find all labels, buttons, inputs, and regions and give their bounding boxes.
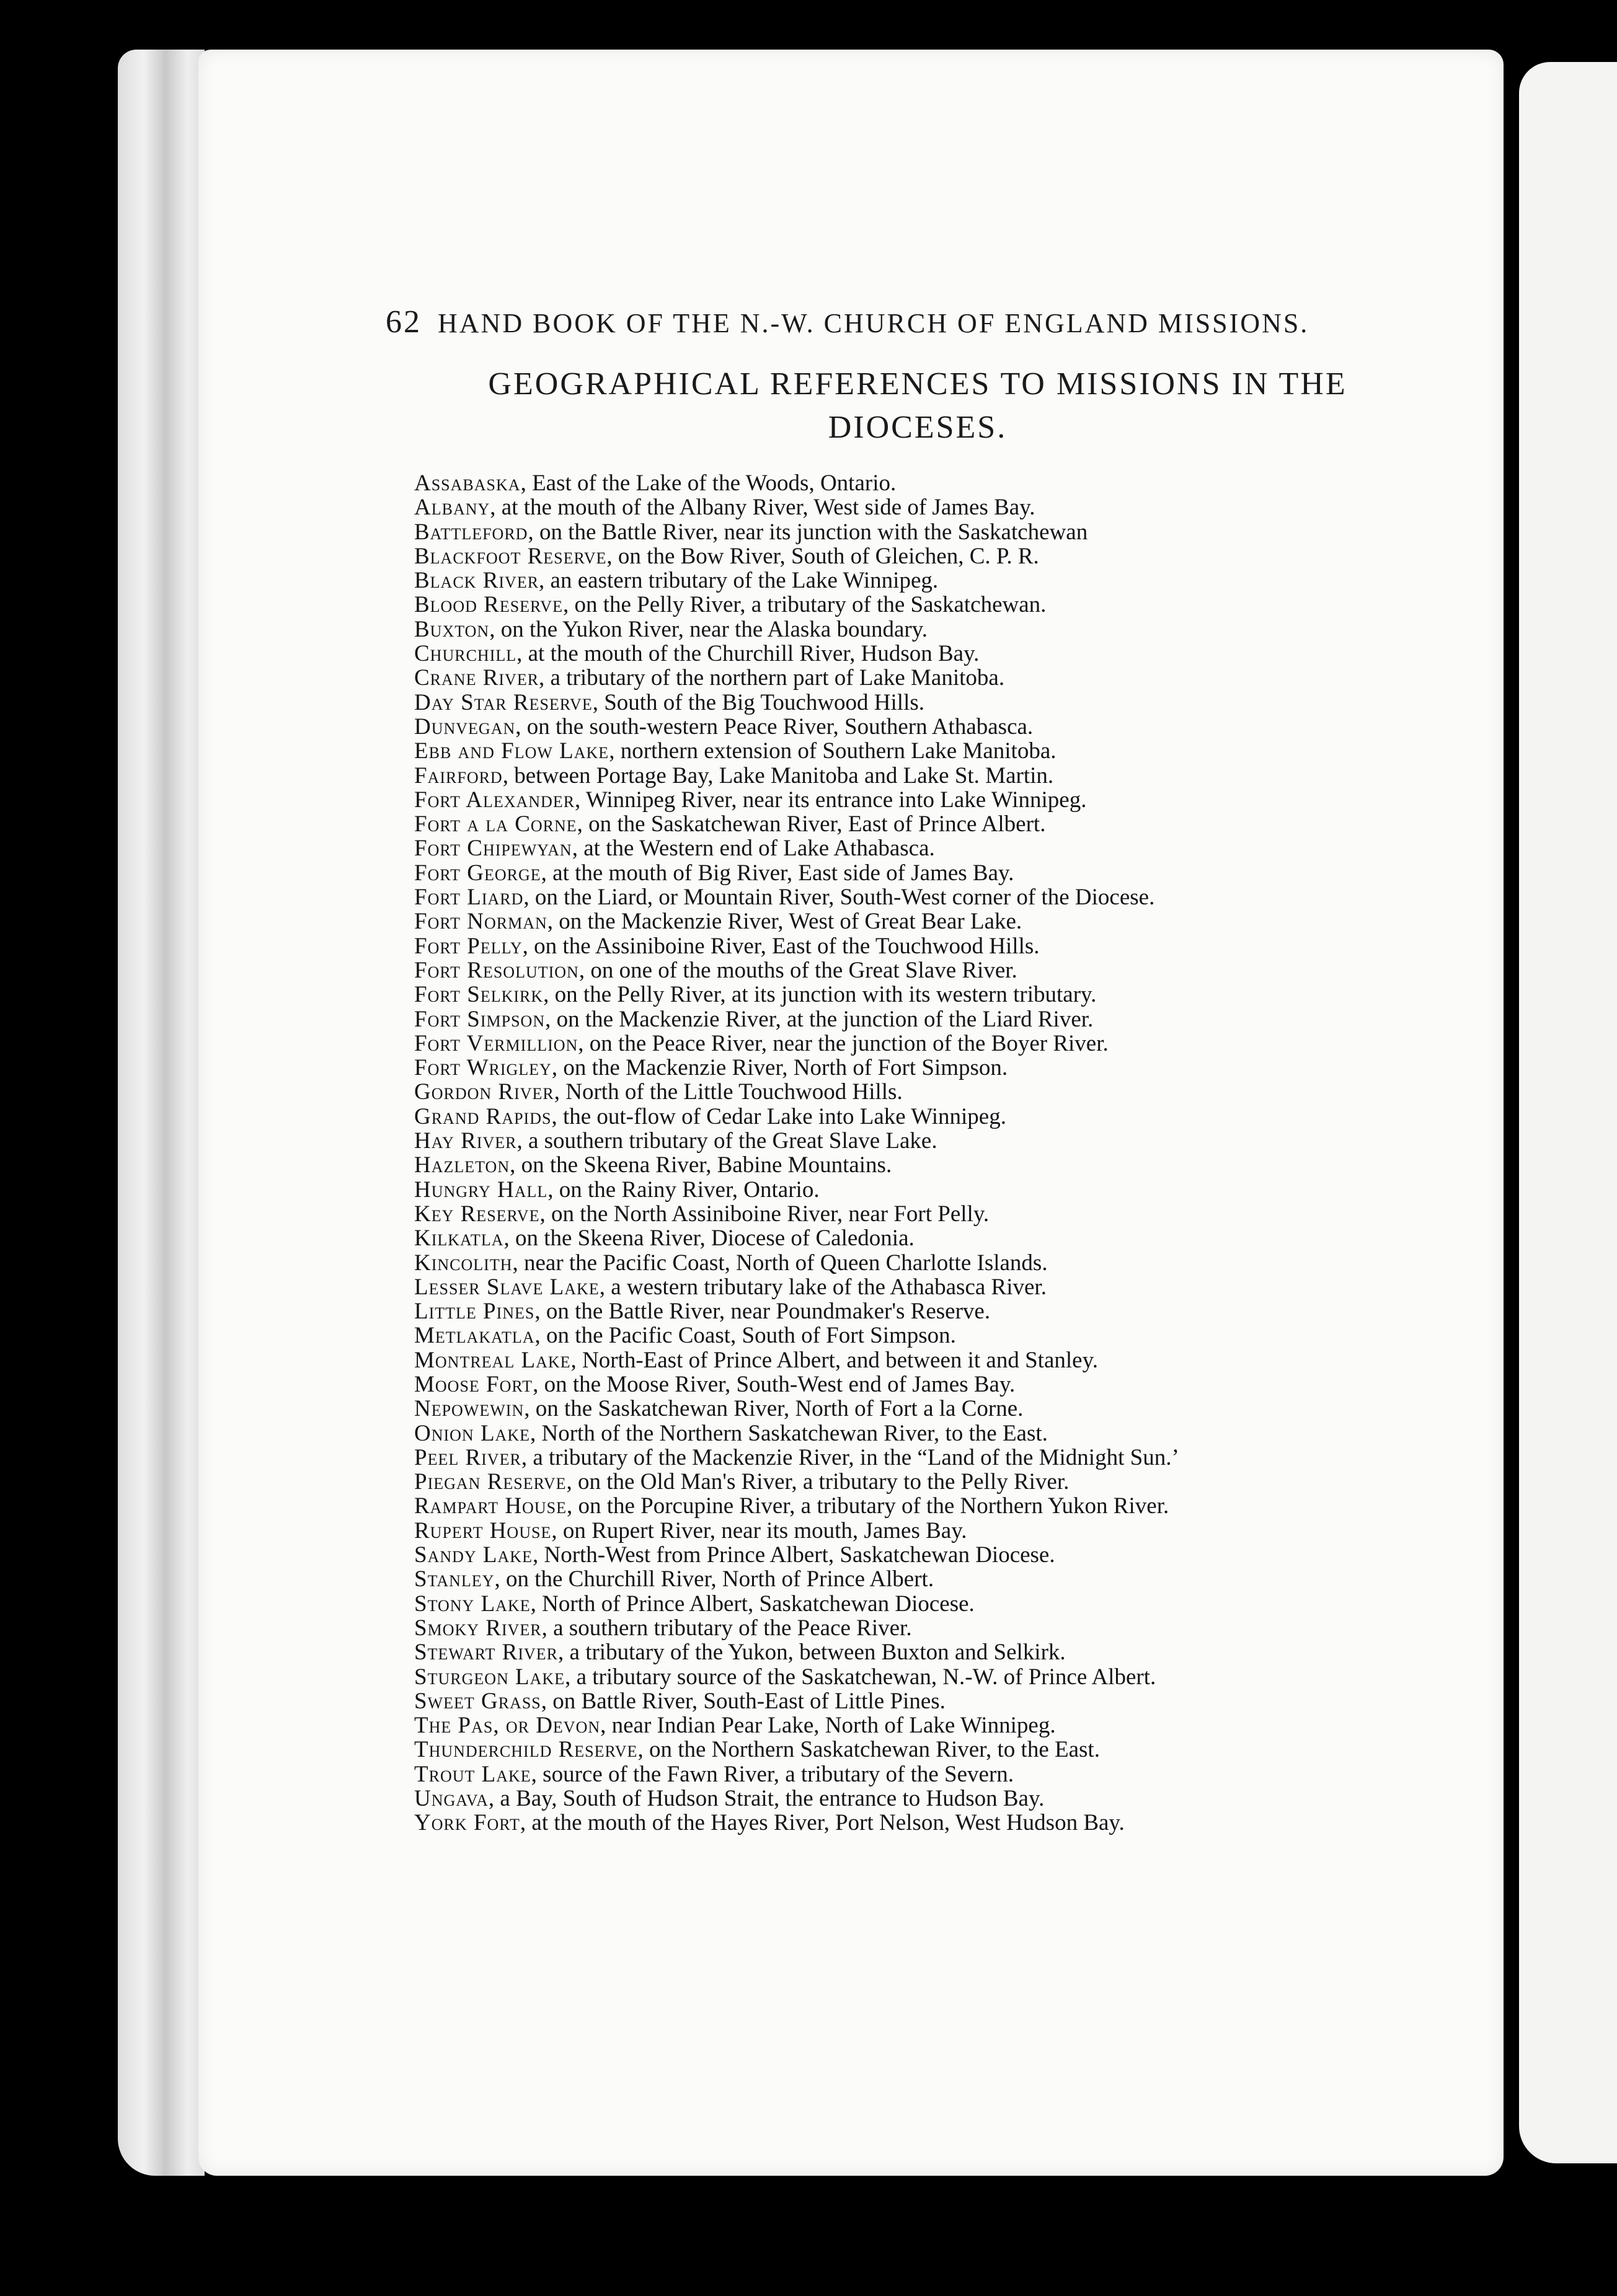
gazetteer-entry [414, 836, 1456, 860]
place-description: , a southern tributary of the Great Slave Lake. [516, 1128, 937, 1154]
place-description: , on one of the mouths of the Great Slave River. [578, 957, 1017, 983]
facing-page-edge [1519, 62, 1617, 2163]
gazetteer-entry [414, 691, 1456, 715]
place-name: Rupert House [414, 1517, 552, 1543]
gazetteer-list [414, 471, 1456, 1835]
place-description: , on the Pelly River, a tributary of the Saskatchewan. [562, 592, 1047, 618]
gazetteer-entry [414, 1323, 1456, 1348]
gazetteer-entry [414, 1226, 1456, 1250]
place-name: Battleford [414, 519, 528, 545]
gazetteer-entry [414, 1031, 1456, 1056]
gazetteer-entry [414, 1105, 1456, 1129]
gazetteer-entry [414, 715, 1456, 739]
place-description: , a tributary of the Mackenzie River, in the “Land of the Midnight Sun.’ [521, 1444, 1179, 1470]
place-description: , on the Assiniboine River, East of the Touchwood Hills. [522, 933, 1040, 959]
place-description: , on the Liard, or Mountain River, South-West corner of the Diocese. [523, 885, 1155, 911]
gazetteer-entry [414, 1689, 1456, 1713]
place-description: , at the mouth of Big River, East side of James Bay. [541, 860, 1014, 886]
place-name: Key Reserve [414, 1201, 540, 1227]
place-name: Lesser Slave Lake [414, 1274, 600, 1300]
section-title-line-2: DIOCESES. [828, 410, 1008, 445]
gazetteer-entry [414, 520, 1456, 544]
gazetteer-entry [414, 666, 1456, 690]
place-name: Little Pines [414, 1299, 535, 1325]
gazetteer-entry [414, 1762, 1456, 1786]
place-name: Sturgeon Lake [414, 1664, 565, 1690]
place-name: Montreal Lake [414, 1347, 571, 1373]
running-head-text: HAND BOOK OF THE N.-W. CHURCH OF ENGLAND MISSIONS. [438, 308, 1309, 338]
place-name: Onion Lake [414, 1420, 530, 1446]
place-name: Day Star Reserve [414, 689, 593, 715]
place-description: , on the Northern Saskatchewan River, to the East. [637, 1737, 1100, 1763]
place-name: Ebb and Flow Lake [414, 738, 609, 764]
place-description: , on the Saskatchewan River, North of Fort a la Corne. [524, 1396, 1024, 1422]
gazetteer-entry [414, 1737, 1456, 1762]
place-name: Fort Wrigley [414, 1055, 552, 1081]
place-name: Blackfoot Reserve [414, 543, 607, 569]
gazetteer-entry [414, 812, 1456, 836]
place-name: Fort Pelly [414, 933, 523, 959]
gazetteer-entry [414, 1153, 1456, 1177]
place-description: , on the Moose River, South-West end of James Bay. [533, 1371, 1016, 1397]
gazetteer-entry [414, 1202, 1456, 1226]
place-name: Churchill [414, 641, 517, 667]
gazetteer-entry [414, 1519, 1456, 1543]
place-description: , on the Skeena River, Babine Mountains. [510, 1152, 892, 1178]
running-head [386, 304, 1440, 340]
gazetteer-entry [414, 1446, 1456, 1470]
place-description: , at the Western end of Lake Athabasca. [572, 836, 935, 862]
place-name: Sandy Lake [414, 1542, 533, 1568]
place-name: Hazleton [414, 1152, 510, 1178]
gazetteer-entry [414, 1713, 1456, 1737]
gazetteer-entry [414, 909, 1456, 934]
place-description: , source of the Fawn River, a tributary of the Severn. [531, 1761, 1014, 1787]
gazetteer-entry [414, 1421, 1456, 1446]
gazetteer-entry [414, 642, 1456, 666]
place-description: , a western tributary lake of the Athabasca River. [599, 1274, 1047, 1300]
place-name: Black River [414, 568, 539, 594]
gazetteer-entry [414, 1567, 1456, 1591]
gazetteer-entry [414, 1616, 1456, 1640]
gazetteer-entry [414, 788, 1456, 812]
place-description: , northern extension of Southern Lake Manitoba. [609, 738, 1057, 764]
place-description: , on the Mackenzie River, West of Great Bear Lake. [547, 909, 1022, 935]
place-name: Trout Lake [414, 1761, 531, 1787]
gazetteer-entry [414, 1299, 1456, 1323]
gazetteer-entry [414, 1494, 1456, 1518]
gazetteer-entry [414, 471, 1456, 495]
place-name: Crane River [414, 665, 539, 691]
gazetteer-entry [414, 617, 1456, 642]
place-name: Metlakatla [414, 1323, 535, 1349]
place-description: , near the Pacific Coast, North of Queen Charlotte Islands. [512, 1250, 1048, 1276]
place-name: Blood Reserve [414, 592, 563, 618]
place-name: Hungry Hall [414, 1177, 548, 1203]
gazetteer-entry [414, 1470, 1456, 1494]
place-description: , a tributary of the Yukon, between Buxton and Selkirk. [558, 1640, 1066, 1666]
place-description: , on the Mackenzie River, North of Fort Simpson. [551, 1055, 1008, 1081]
place-description: , on the Pelly River, at its junction with its western tributary. [543, 982, 1097, 1008]
gazetteer-entry [414, 934, 1456, 958]
place-name: Stony Lake [414, 1591, 531, 1617]
gazetteer-entry [414, 982, 1456, 1007]
place-name: Smoky River [414, 1615, 542, 1641]
place-name: Stanley [414, 1566, 495, 1592]
place-description: , on the Peace River, near the junction of the Boyer River. [578, 1030, 1109, 1056]
place-description: , a southern tributary of the Peace River. [541, 1615, 912, 1641]
place-name: Thunderchild Reserve [414, 1737, 638, 1763]
place-description: , at the mouth of the Albany River, West side of James Bay. [490, 495, 1035, 521]
place-description: , on the Yukon River, near the Alaska boundary. [489, 616, 928, 642]
place-description: , a tributary of the northern part of Lake Manitoba. [539, 665, 1005, 691]
place-name: Gordon River [414, 1079, 554, 1105]
section-title-line-1: GEOGRAPHICAL REFERENCES TO MISSIONS IN THE [488, 366, 1347, 402]
place-description: , at the mouth of the Churchill River, Hudson Bay. [516, 641, 980, 667]
place-description: , between Portage Bay, Lake Manitoba and Lake St. Martin. [502, 762, 1054, 788]
place-name: Fort Simpson [414, 1006, 546, 1032]
place-name: Stewart River [414, 1640, 559, 1666]
place-description: , a Bay, South of Hudson Strait, the entrance to Hudson Bay. [488, 1786, 1045, 1812]
place-description: , on the Bow River, South of Gleichen, C. P. R. [606, 543, 1039, 569]
gazetteer-entry [414, 1056, 1456, 1080]
place-name: Fort Vermillion [414, 1030, 578, 1056]
place-name: Fort Alexander [414, 787, 575, 813]
place-description: , on Rupert River, near its mouth, James Bay. [551, 1517, 967, 1543]
gazetteer-entry [414, 593, 1456, 617]
gazetteer-entry [414, 568, 1456, 593]
gazetteer-entry [414, 1811, 1456, 1835]
gazetteer-entry [414, 495, 1456, 519]
place-description: , at the mouth of the Hayes River, Port Nelson, West Hudson Bay. [520, 1810, 1125, 1836]
gazetteer-entry [414, 1178, 1456, 1202]
place-name: Fort Norman [414, 909, 547, 935]
place-description: , on the Battle River, near its junction with the Saskatchewan [528, 519, 1088, 545]
place-description: , on the North Assiniboine River, near Fort Pelly. [539, 1201, 990, 1227]
place-description: , on the Rainy River, Ontario. [547, 1177, 820, 1203]
place-name: Fort Liard [414, 885, 524, 911]
place-name: Piegan Reserve [414, 1469, 567, 1495]
gazetteer-entry [414, 764, 1456, 788]
gazetteer-entry [414, 1592, 1456, 1616]
place-name: Fort Chipewyan [414, 836, 572, 862]
gazetteer-entry [414, 1129, 1456, 1153]
gazetteer-entry [414, 1665, 1456, 1689]
gazetteer-entry [414, 1007, 1456, 1031]
place-description: , a tributary source of the Saskatchewan, N.-W. of Prince Albert. [565, 1664, 1156, 1690]
place-name: Dunvegan [414, 713, 516, 740]
gazetteer-entry [414, 1275, 1456, 1299]
place-name: Sweet Grass [414, 1688, 541, 1714]
gazetteer-entry [414, 1543, 1456, 1567]
place-description: , East of the Lake of the Woods, Ontario. [520, 470, 897, 496]
place-name: Grand Rapids [414, 1103, 552, 1129]
place-description: , North-East of Prince Albert, and between it and Stanley. [570, 1347, 1098, 1373]
place-name: The Pas, or Devon [414, 1713, 601, 1739]
place-name: Assabaska [414, 470, 521, 496]
place-name: Nepowewin [414, 1396, 525, 1422]
place-description: , on the Pacific Coast, South of Fort Simpson. [534, 1323, 956, 1349]
gazetteer-entry [414, 1640, 1456, 1664]
place-description: , North-West from Prince Albert, Saskatchewan Diocese. [532, 1542, 1055, 1568]
gazetteer-entry [414, 1348, 1456, 1372]
place-description: , North of Prince Albert, Saskatchewan Diocese. [530, 1591, 975, 1617]
place-description: , on the Churchill River, North of Prince Albert. [494, 1566, 934, 1592]
place-description: , on the Old Man's River, a tributary to the Pelly River. [566, 1469, 1070, 1495]
place-description: , South of the Big Touchwood Hills. [592, 689, 924, 715]
place-name: Peel River [414, 1444, 521, 1470]
place-name: Fairford [414, 762, 503, 788]
section-title [422, 363, 1414, 449]
place-name: Albany [414, 495, 490, 521]
book-page-edges [118, 50, 205, 2176]
gazetteer-entry [414, 1397, 1456, 1421]
gazetteer-entry [414, 958, 1456, 982]
place-description: , the out-flow of Cedar Lake into Lake Winnipeg. [551, 1103, 1006, 1129]
gazetteer-entry [414, 1372, 1456, 1397]
place-name: Fort George [414, 860, 541, 886]
place-name: York Fort [414, 1810, 520, 1836]
place-description: , North of the Northern Saskatchewan River, to the East. [530, 1420, 1048, 1446]
place-name: Fort Resolution [414, 957, 579, 983]
place-description: , on the south-western Peace River, Southern Athabasca. [515, 713, 1034, 740]
place-name: Fort Selkirk [414, 982, 544, 1008]
place-name: Kilkatla [414, 1225, 504, 1252]
place-description: , on the Skeena River, Diocese of Caledonia. [503, 1225, 915, 1252]
place-name: Ungava [414, 1786, 489, 1812]
gazetteer-entry [414, 1251, 1456, 1275]
place-description: , on the Saskatchewan River, East of Prince Albert. [577, 811, 1046, 837]
place-description: , near Indian Pear Lake, North of Lake Winnipeg. [600, 1713, 1056, 1739]
place-description: , Winnipeg River, near its entrance into Lake Winnipeg. [575, 787, 1087, 813]
place-name: Buxton [414, 616, 490, 642]
place-description: , on the Mackenzie River, at the junction of the Liard River. [545, 1006, 1094, 1032]
place-description: , North of the Little Touchwood Hills. [554, 1079, 903, 1105]
place-name: Moose Fort [414, 1371, 533, 1397]
gazetteer-entry [414, 1786, 1456, 1811]
place-name: Rampart House [414, 1493, 567, 1519]
place-name: Kincolith [414, 1250, 513, 1276]
place-description: , an eastern tributary of the Lake Winnipeg. [539, 568, 939, 594]
place-name: Fort a la Corne [414, 811, 577, 837]
gazetteer-entry [414, 544, 1456, 568]
place-description: , on the Battle River, near Poundmaker's Reserve. [534, 1299, 991, 1325]
gazetteer-entry [414, 885, 1456, 909]
gazetteer-entry [414, 861, 1456, 885]
place-description: , on Battle River, South-East of Little Pines. [541, 1688, 946, 1714]
place-description: , on the Porcupine River, a tributary of the Northern Yukon River. [566, 1493, 1169, 1519]
gazetteer-entry [414, 1080, 1456, 1104]
page-number: 62 [386, 304, 422, 340]
place-name: Hay River [414, 1128, 517, 1154]
gazetteer-entry [414, 739, 1456, 763]
